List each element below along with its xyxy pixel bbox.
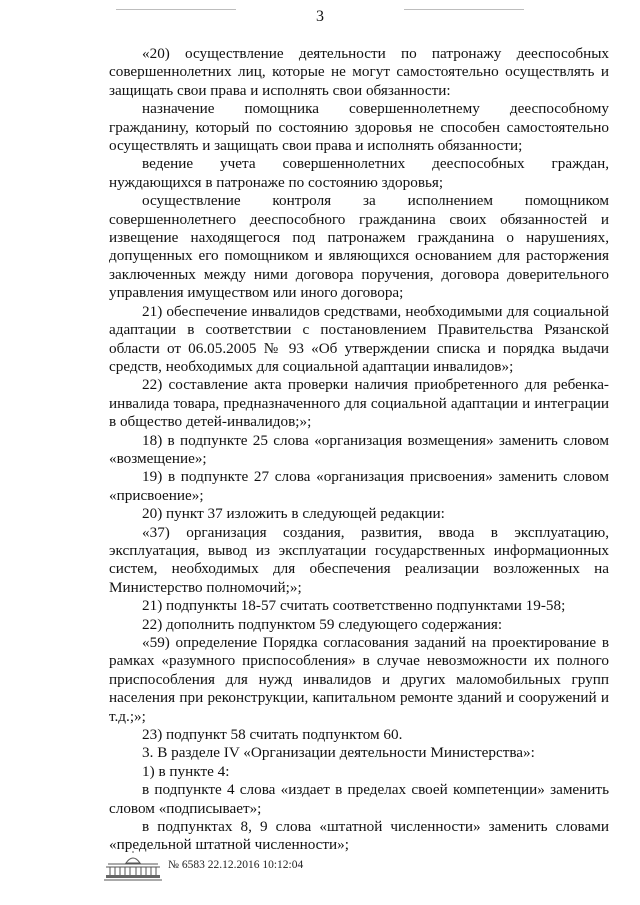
document-body (109, 45, 609, 855)
paragraph: 21) подпункты 18-57 считать соответственно подпунктами 19-58; (142, 597, 566, 615)
paragraph: «20) осуществление деятельности по патронажу дееспособных совершеннолетних лиц, которые не могут самостоятельно осуществлять и защищать свои права и исполнять свои обязанности: (109, 45, 609, 99)
paragraph: 18) в подпункте 25 слова «организация возмещения» заменить словом «возмещение»; (109, 431, 609, 467)
paragraph: 1) в пункте 4: (142, 762, 230, 780)
paragraph: 3. В разделе IV «Организации деятельности Министерства»: (142, 744, 535, 762)
registration-number: № 6583 22.12.2016 10:12:04 (168, 859, 304, 871)
paragraph: ведение учета совершеннолетних дееспособных граждан, нуждающихся в патронаже по состоянию здоровья; (109, 155, 609, 191)
paragraph: 22) составление акта проверки наличия приобретенного для ребенка-инвалида товара, предназначенного для социальной адаптации и интеграции в общество детей-инвалидов;»; (109, 376, 609, 431)
paragraph: 23) подпункт 58 считать подпунктом 60. (142, 726, 403, 744)
paragraph: 21) обеспечение инвалидов средствами, необходимыми для социальной адаптации в соответствии с постановлением Правительства Рязанской области от 06.05.2005 № 93 «Об утверждении списка и порядка выдачи средств, необходимых для социальной адаптации инвалидов»; (109, 302, 609, 375)
paragraph: в подпунктах 8, 9 слова «штатной численности» заменить словами «предельной штатной численности»; (109, 818, 609, 854)
paragraph: назначение помощника совершеннолетнему дееспособному гражданину, который по состоянию здоровья не способен самостоятельно осуществлять и защищать свои права и исполнять обязанности; (109, 100, 609, 155)
paragraph: в подпункте 4 слова «издает в пределах своей компетенции» заменить словом «подписывает»; (109, 781, 609, 817)
paragraph: 22) дополнить подпунктом 59 следующего содержания: (142, 615, 503, 633)
paragraph: осуществление контроля за исполнением помощником совершеннолетнего дееспособного гражданина своих обязанностей и извещение находящегося под патронажем гражданина о нарушениях, допущенных его помощником и являющихся основанием для расторжения заключенных между ними договора поручения, договора доверительного управления имуществом или иного договора; (109, 192, 609, 302)
paragraph: 20) пункт 37 изложить в следующей редакции: (142, 505, 445, 523)
paragraph: «37) организация создания, развития, ввода в эксплуатацию, эксплуатация, вывод из эксплуатации государственных информационных систем, необходимых для обеспечения реализации возложенных на Министерство полномочий;»; (109, 523, 609, 596)
paragraph: «59) определение Порядка согласования заданий на проектирование в рамках «разумного приспособления» в случае невозможности их полного приспособления для нужд инвалидов и других маломобильных групп населения при реконструкции, капитальном ремонте зданий и сооружений и т.д.;»; (109, 634, 609, 725)
paragraph: 19) в подпункте 27 слова «организация присвоения» заменить словом «присвоение»; (109, 468, 609, 504)
building-logo-icon (104, 851, 162, 881)
page-number: 3 (316, 8, 324, 25)
